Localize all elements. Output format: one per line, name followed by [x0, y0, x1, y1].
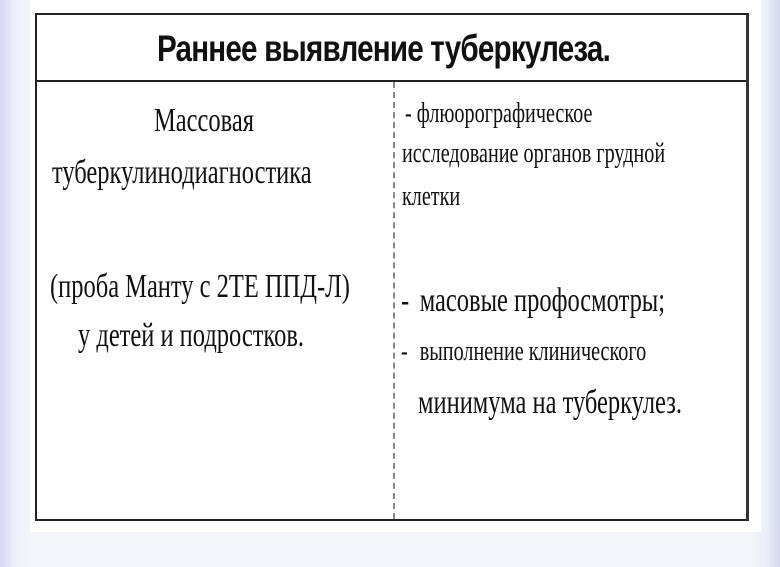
right-item-2 — [401, 283, 665, 319]
right-cell — [395, 82, 746, 519]
left-line-4: у детей и подростков. — [78, 317, 305, 354]
right-item-1-line-3: клетки — [402, 181, 461, 212]
left-cell — [37, 82, 393, 519]
slide — [30, 0, 761, 532]
right-item-3-text: выполнение клинического — [419, 336, 647, 367]
bullet-dash: - — [401, 336, 408, 367]
bullet-dash: - — [401, 282, 410, 319]
left-line-1: Массовая — [154, 102, 254, 139]
right-item-3-line-1 — [401, 337, 646, 367]
right-item-1-line-1: - флюорографическое — [405, 98, 593, 129]
content-table — [35, 13, 749, 521]
title-row — [37, 15, 746, 82]
left-line-3: (проба Манту с 2ТЕ ППД-Л) — [50, 268, 350, 305]
right-item-2-text: масовые профосмотры; — [419, 282, 666, 319]
right-item-1-line-2: исследование органов грудной — [402, 138, 666, 169]
left-line-2: туберкулинодиагностика — [52, 154, 312, 191]
page-title: Раннее выявление туберкулеза. — [157, 28, 611, 69]
right-item-3-line-2: минимума на туберкулез. — [418, 384, 683, 421]
